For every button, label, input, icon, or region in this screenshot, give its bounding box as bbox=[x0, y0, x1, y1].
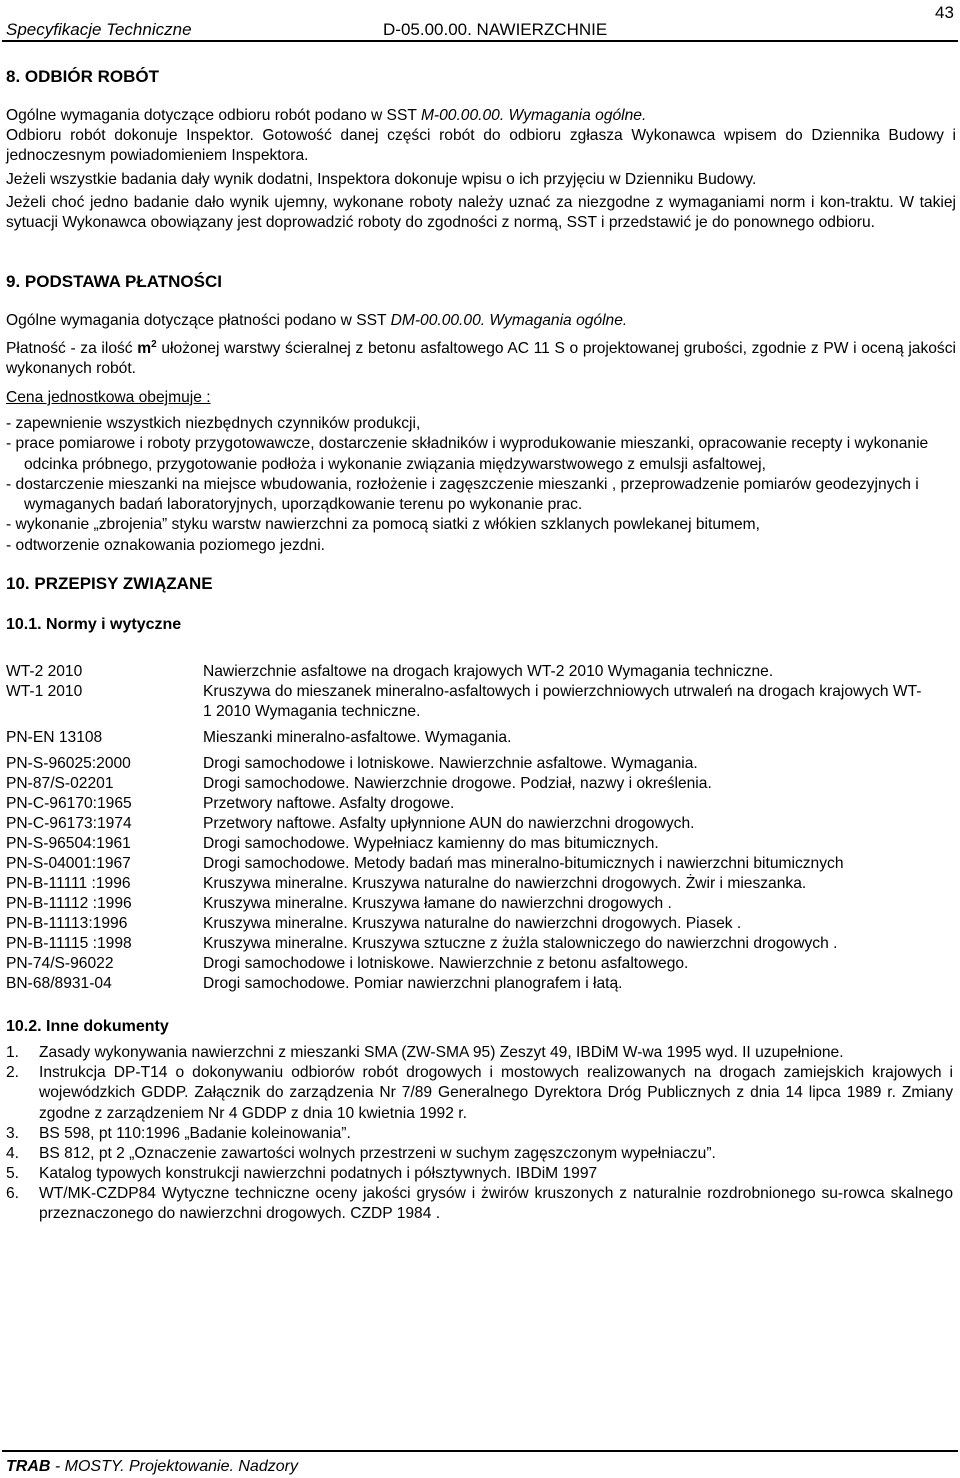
document-text: Instrukcja DP-T14 o dokonywaniu odbiorów robót drogowych i mostowych realizowanych na drogach zamiejskich krajowych i wojewódzkich GDDP. Załącznik do zarządzenia Nr 7/89 Generalnego Dyrektora Dróg Publicznych z dnia 14 lipca 1989 r. Zmiany zgodne z zarządzeniem Nr 4 GDDP z dnia 10 kwietnia 1992 r. bbox=[39, 1064, 953, 1122]
section-10-heading: 10. PRZEPISY ZWIĄZANE bbox=[6, 574, 213, 593]
price-includes-label: Cena jednostkowa obejmuje : bbox=[6, 389, 211, 406]
norm-description: Drogi samochodowe. Metody badań mas mineralno-bitumicznych i nawierzchni bitumicznych bbox=[203, 855, 844, 872]
norm-code: BN-68/8931-04 bbox=[6, 975, 112, 992]
norm-code: PN-87/S-02201 bbox=[6, 775, 114, 792]
footer-rest: - MOSTY. Projektowanie. Nadzory bbox=[50, 1458, 298, 1475]
document-number: 3. bbox=[6, 1125, 20, 1142]
norm-description: Mieszanki mineralno-asfaltowe. Wymagania. bbox=[203, 729, 512, 746]
document-text: BS 812, pt 2 „Oznaczenie zawartości wolnych przestrzeni w suchym zagęszczonym wypełniaczu”. bbox=[39, 1145, 716, 1162]
price-items-list bbox=[6, 414, 956, 556]
norm-description: Kruszywa mineralne. Kruszywa sztuczne z żużla stalowniczego do nawierzchni drogowych . bbox=[203, 935, 838, 952]
page-number: 43 bbox=[935, 3, 954, 22]
document-text: Katalog typowych konstrukcji nawierzchni podatnych i półsztywnych. IBDiM 1997 bbox=[39, 1165, 598, 1182]
norm-code: PN-74/S-96022 bbox=[6, 955, 114, 972]
price-item: - odtworzenie oznakowania poziomego jezdni. bbox=[6, 536, 325, 554]
norm-code: PN-B-11111 :1996 bbox=[6, 875, 131, 892]
norm-description: Przetwory naftowe. Asfalty drogowe. bbox=[203, 795, 455, 812]
price-item: - zapewnienie wszystkich niezbędnych czynników produkcji, bbox=[6, 415, 421, 432]
norm-description: Drogi samochodowe. Wypełniacz kamienny do mas bitumicznych. bbox=[203, 835, 659, 852]
section-8-paragraph-1: Odbioru robót dokonuje Inspektor. Gotowość danej części robót do odbioru zgłasza Wykonawca wpisem do Dziennika Budowy i jednoczesnym powiadomieniem Inspektora. bbox=[6, 127, 956, 165]
section-8-intro bbox=[6, 106, 646, 126]
section-10-2-heading: 10.2. Inne dokumenty bbox=[6, 1018, 169, 1035]
footer-brand: TRAB bbox=[6, 1458, 51, 1475]
payment-paragraph bbox=[6, 335, 956, 380]
document-number: 1. bbox=[6, 1044, 20, 1061]
norm-description: Kruszywa do mieszanek mineralno-asfaltowych i powierzchniowych utrwaleń na drogach krajowych WT-1 2010 Wymagania techniczne. bbox=[203, 683, 922, 721]
document-text: WT/MK-CZDP84 Wytyczne techniczne oceny jakości grysów i żwirów kruszonych z naturalnie rozdrobnionego su-rowca skalnego przeznaczonego do nawierzchni drogowych. CZDP 1984 . bbox=[39, 1185, 953, 1223]
norm-code: PN-C-96170:1965 bbox=[6, 795, 132, 812]
norm-code: PN-B-11113:1996 bbox=[6, 915, 128, 932]
payment-rest: ułożonej warstwy ścieralnej z betonu asfaltowego AC 11 S o projektowanej grubości, zgodnie z PW i oceną jakości wykonanych robót. bbox=[6, 340, 956, 378]
section-8-paragraph-2: Jeżeli wszystkie badania dały wynik dodatni, Inspektora dokonuje wpisu o ich przyjęciu w Dzienniku Budowy. bbox=[6, 171, 757, 188]
header-title: Specyfikacje Techniczne bbox=[6, 20, 192, 39]
norm-description: Kruszywa mineralne. Kruszywa łamane do nawierzchni drogowych . bbox=[203, 895, 672, 912]
norm-code: PN-S-96025:2000 bbox=[6, 755, 131, 772]
norm-description: Drogi samochodowe i lotniskowe. Nawierzchnie asfaltowe. Wymagania. bbox=[203, 755, 698, 772]
payment-unit-exponent: 2 bbox=[151, 339, 157, 350]
document-number: 5. bbox=[6, 1165, 20, 1182]
document-text: BS 598, pt 110:1996 „Badanie koleinowania”. bbox=[39, 1125, 351, 1142]
section-9-intro bbox=[6, 311, 627, 331]
section-10-1-heading: 10.1. Normy i wytyczne bbox=[6, 616, 182, 633]
section-8-intro-text: Ogólne wymagania dotyczące odbioru robót podano w SST bbox=[6, 107, 421, 124]
norm-code: WT-1 2010 bbox=[6, 683, 83, 700]
norm-description: Przetwory naftowe. Asfalty upłynnione AUN do nawierzchni drogowych. bbox=[203, 815, 695, 832]
section-9-intro-ref: DM-00.00.00. Wymagania ogólne. bbox=[390, 312, 628, 329]
section-8-paragraph-3: Jeżeli choć jedno badanie dało wynik ujemny, wykonane roboty należy uznać za niezgodne z wymaganiami norm i kon-traktu. W takiej sytuacji Wykonawca obowiązany jest doprowadzić roboty do zgodności z normą, SST i przedstawić je do ponownego odbioru. bbox=[6, 194, 956, 232]
norm-code: PN-B-11115 :1998 bbox=[6, 935, 132, 952]
norm-code: PN-EN 13108 bbox=[6, 729, 103, 746]
document-number: 6. bbox=[6, 1185, 20, 1202]
section-9-intro-text: Ogólne wymagania dotyczące płatności podano w SST bbox=[6, 312, 391, 329]
document-number: 4. bbox=[6, 1145, 20, 1162]
section-9-heading: 9. PODSTAWA PŁATNOŚCI bbox=[6, 272, 222, 291]
norm-code: PN-S-04001:1967 bbox=[6, 855, 131, 872]
footer-text bbox=[6, 1458, 298, 1476]
payment-prefix: Płatność - za ilość bbox=[6, 340, 138, 358]
header-section: D-05.00.00. NAWIERZCHNIE bbox=[383, 20, 608, 39]
norm-description: Drogi samochodowe. Nawierzchnie drogowe. Podział, nazwy i określenia. bbox=[203, 775, 712, 792]
price-item: - dostarczenie mieszanki na miejsce wbudowania, rozłożenie i zagęszczenie mieszanki , przeprowadzenie pomiarów geodezyjnych i wymaganych badań laboratoryjnych, uporządkowanie terenu po wykonanie prac. bbox=[6, 475, 919, 514]
document-number: 2. bbox=[6, 1064, 20, 1081]
norm-code: PN-C-96173:1974 bbox=[6, 815, 132, 832]
norm-code: PN-B-11112 :1996 bbox=[6, 895, 132, 912]
norm-code: WT-2 2010 bbox=[6, 663, 83, 680]
norm-description: Drogi samochodowe i lotniskowe. Nawierzchnie z betonu asfaltowego. bbox=[203, 955, 689, 972]
price-item: - wykonanie „zbrojenia” styku warstw nawierzchni za pomocą siatki z włókien szklanych powlekanej bitumem, bbox=[6, 516, 761, 534]
norm-description: Kruszywa mineralne. Kruszywa naturalne do nawierzchni drogowych. Żwir i mieszanka. bbox=[203, 875, 807, 892]
norm-description: Drogi samochodowe. Pomiar nawierzchni planografem i łatą. bbox=[203, 975, 623, 992]
payment-unit: m bbox=[137, 340, 152, 358]
footer-divider bbox=[2, 1450, 958, 1452]
norm-description: Kruszywa mineralne. Kruszywa naturalne do nawierzchni drogowych. Piasek . bbox=[203, 915, 742, 932]
header-divider bbox=[2, 40, 958, 42]
norm-description: Nawierzchnie asfaltowe na drogach krajowych WT-2 2010 Wymagania techniczne. bbox=[203, 663, 774, 680]
section-8-heading: 8. ODBIÓR ROBÓT bbox=[6, 67, 160, 86]
document-text: Zasady wykonywania nawierzchni z mieszanki SMA (ZW-SMA 95) Zeszyt 49, IBDiM W-wa 1995 wyd. II uzupełnione. bbox=[39, 1044, 844, 1061]
section-8-intro-ref: M-00.00.00. Wymagania ogólne. bbox=[420, 107, 647, 124]
price-item: - prace pomiarowe i roboty przygotowawcze, dostarczenie składników i wyprodukowanie mieszanki, opracowanie recepty i wykonanie odcinka próbnego, przygotowanie podłoża i wykonanie związania międzywarstwowego z emulsji asfaltowej, bbox=[6, 435, 929, 473]
norm-code: PN-S-96504:1961 bbox=[6, 835, 131, 852]
